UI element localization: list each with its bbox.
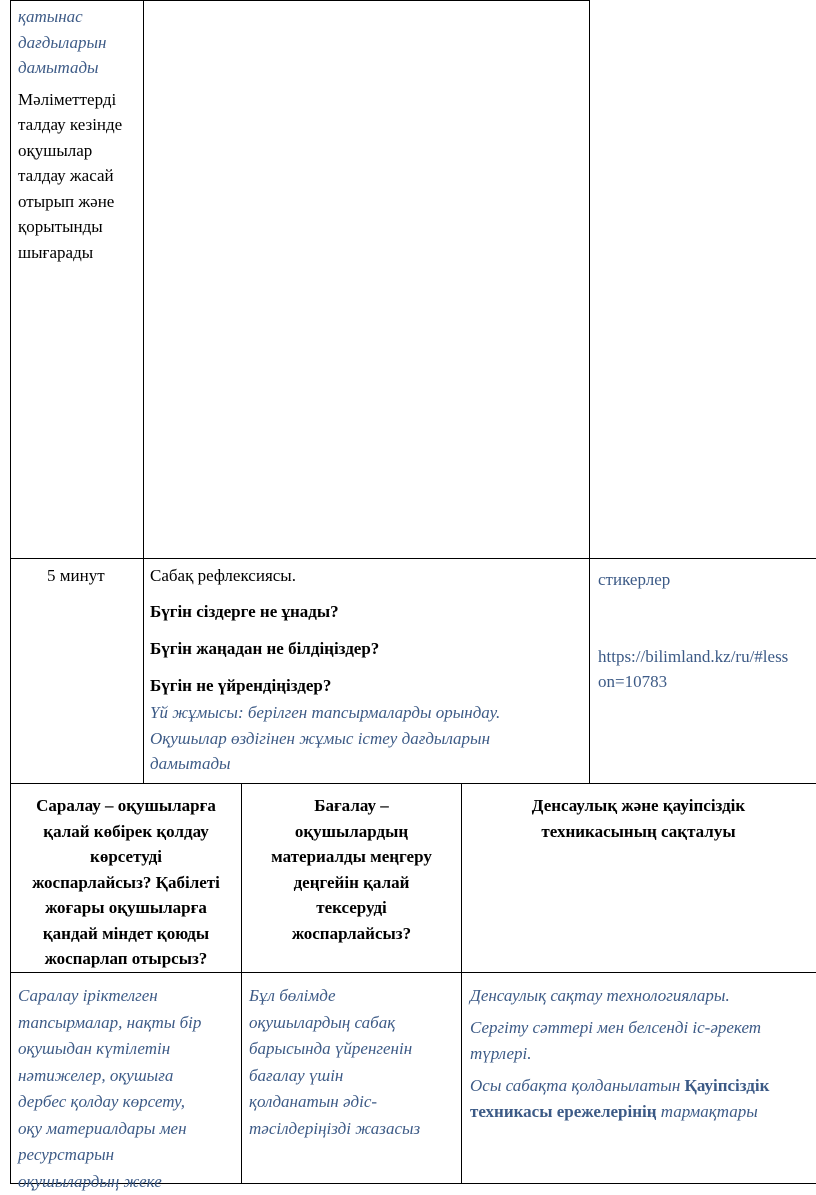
assessment-header: Бағалау – оқушылардың материалды меңгеру деңгейін қалай тексеруді жоспарлайсыз? — [271, 796, 432, 943]
stickers-label: стикерлер — [598, 570, 671, 589]
health-technologies: Денсаулық сақтау технологиялары. — [470, 986, 730, 1005]
differentiation-header: Саралау – оқушыларға қалай көбірек қолдау көрсетуді жоспарлайсыз? Қабілеті жоғары оқушыларға қандай міндет қоюды жоспарлап отырсыз? — [32, 796, 220, 968]
table-border-top — [10, 0, 590, 1]
question-2: Бүгін жаңадан не білдіңіздер? — [150, 639, 380, 658]
differentiation-text: Саралау іріктелген тапсырмалар, нақты бір оқушыдан күтілетін нәтижелер, оқушыға дербес қолдау көрсету, оқу материалдары мен ресурстарын оқушылардың жеке — [18, 986, 202, 1191]
resources-cell — [598, 567, 814, 695]
reflection-cell — [150, 563, 586, 777]
time-cell: 5 минут — [47, 566, 105, 585]
table-row-divider-2 — [10, 783, 816, 784]
col-divider-bottom-2 — [461, 783, 462, 1184]
health-safety-header: Денсаулық және қауіпсіздік техникасының сақталуы — [531, 796, 746, 841]
analysis-note: Мәліметтерді талдау кезінде оқушылар талдау жасай отырып және қорытынды шығарады — [18, 89, 123, 262]
reflection-title: Сабақ рефлексиясы. — [150, 566, 296, 585]
bilimland-link[interactable]: https://bilimland.kz/ru/#less on=10783 — [598, 646, 789, 691]
table-border-left — [10, 0, 11, 1184]
question-3: Бүгін не үйрендіңіздер? — [150, 675, 332, 695]
safety-rules: Осы сабақта қолданылатын Қауіпсіздік техникасы ережелерінің тармақтары — [470, 1076, 770, 1121]
assessment-text: Бұл бөлімде оқушылардың сабақ барысында үйренгенін бағалау үшін қолданатын әдіс- тәсілдеріңізді жазасыз — [249, 986, 421, 1138]
table-row-divider-3 — [10, 972, 816, 973]
refresh-moments: Сергіту сәттері мен белсенді іс-әрекет түрлері. — [470, 1018, 762, 1063]
col-divider-time — [143, 0, 144, 784]
col-divider-bottom-1 — [241, 783, 242, 1184]
stage-cell — [18, 4, 140, 265]
homework-note: Үй жұмысы: берілген тапсырмаларды орындау. Оқушылар өздігінен жұмыс істеу дағдыларын дамытады — [150, 703, 501, 773]
col-divider-resources — [589, 0, 590, 784]
question-1: Бүгін сіздерге не ұнады? — [150, 601, 339, 621]
health-safety-text — [470, 983, 814, 1125]
skill-note: қатынас дағдыларын дамытады — [18, 7, 107, 77]
table-row-divider-1 — [10, 558, 816, 559]
